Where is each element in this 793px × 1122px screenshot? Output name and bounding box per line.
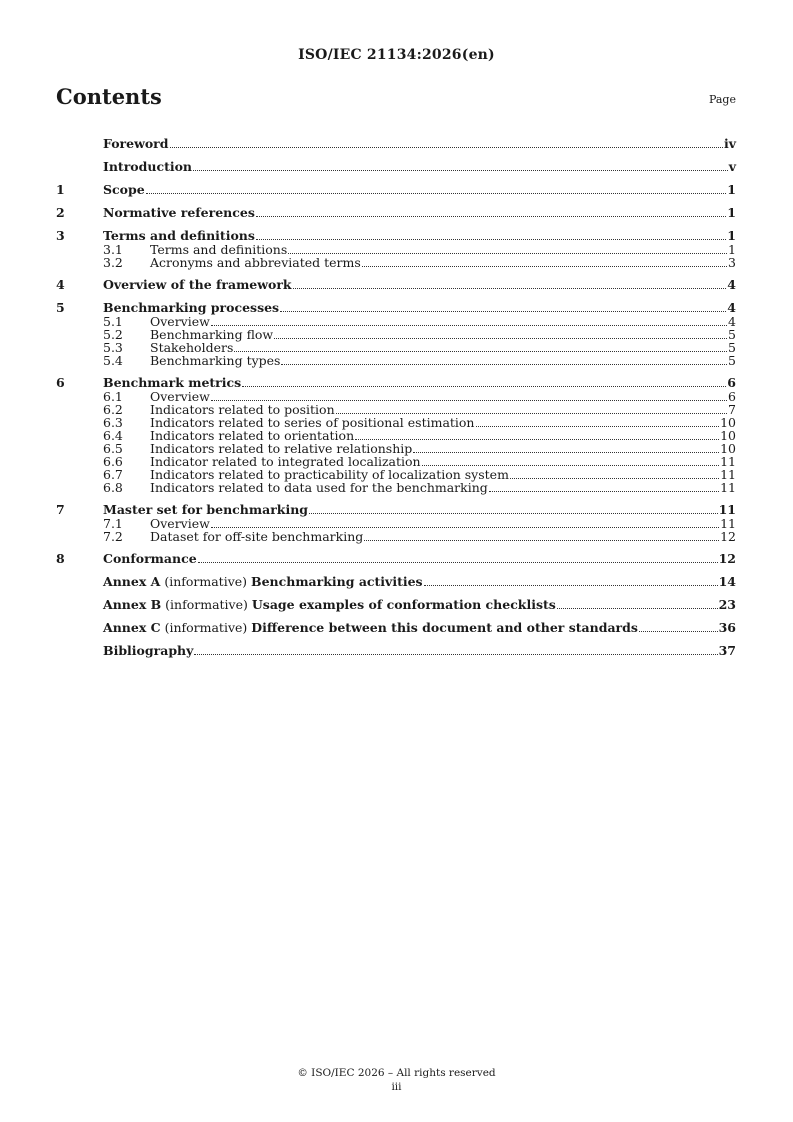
- toc-page-number: 1: [727, 182, 736, 197]
- annex-qualifier: (informative): [160, 620, 252, 635]
- toc-page-number: 10: [720, 441, 736, 456]
- toc-entry-title: Benchmarking flow: [150, 327, 274, 342]
- dot-leader: [280, 310, 726, 312]
- annex-qualifier: (informative): [160, 574, 252, 589]
- dot-leader: [309, 512, 718, 514]
- dot-leader: [413, 451, 719, 453]
- toc-entry-title: Overview: [150, 516, 210, 531]
- page-column-label: Page: [708, 93, 736, 106]
- toc-entry-number: 5.4: [103, 353, 123, 368]
- dot-leader: [198, 561, 718, 563]
- dot-leader: [424, 584, 718, 586]
- toc-entry-title: Indicators related to series of positional estimation: [150, 415, 475, 430]
- toc-page-number: 12: [718, 551, 736, 566]
- toc-page-number: 10: [720, 428, 736, 443]
- page-footer: [0, 1066, 793, 1094]
- dot-leader: [194, 653, 717, 655]
- annex-label: Annex B: [103, 597, 162, 612]
- dot-leader: [355, 438, 719, 440]
- toc-page-number: 3: [728, 255, 736, 270]
- toc-page-number: 1: [727, 205, 736, 220]
- toc-entry-title: Normative references: [103, 205, 255, 220]
- toc-entry[interactable]: [56, 375, 736, 390]
- toc-page-number: 12: [720, 529, 736, 544]
- toc-entry-number: 6.7: [103, 467, 123, 482]
- toc-entry-number: 5: [56, 300, 65, 315]
- toc-entry-number: 2: [56, 205, 65, 220]
- toc-entry-title: Indicator related to integrated localization: [150, 454, 421, 469]
- toc-entry[interactable]: [56, 205, 736, 220]
- toc-entry[interactable]: [56, 228, 736, 243]
- toc-subentry[interactable]: [56, 354, 736, 367]
- annex-label: Annex C: [103, 620, 161, 635]
- dot-leader: [146, 192, 727, 194]
- annex-title: Usage examples of conformation checklists: [251, 597, 556, 612]
- toc-entry-number: 7: [56, 502, 65, 517]
- toc-page-number: 14: [718, 574, 736, 589]
- toc-entry-number: 5.1: [103, 314, 123, 329]
- toc-entry[interactable]: [56, 597, 736, 612]
- toc-page-number: 1: [727, 228, 736, 243]
- toc-page-number: 5: [728, 327, 736, 342]
- toc-entry[interactable]: [56, 277, 736, 292]
- toc-subentry[interactable]: [56, 530, 736, 543]
- toc-entry[interactable]: [56, 551, 736, 566]
- toc-entry-title: Overview: [150, 314, 210, 329]
- toc-page-number: 6: [728, 389, 736, 404]
- toc-page-number: 4: [728, 314, 736, 329]
- toc-page-number: 7: [728, 402, 736, 417]
- toc-entry-number: 6.2: [103, 402, 123, 417]
- toc-entry-title: [103, 597, 556, 612]
- toc-entry[interactable]: [56, 502, 736, 517]
- page-title: Contents: [56, 84, 162, 109]
- toc-page-number: 5: [728, 353, 736, 368]
- dot-leader: [364, 539, 719, 541]
- toc-entry-number: 4: [56, 277, 65, 292]
- toc-entry-title: Master set for benchmarking: [103, 502, 309, 517]
- dot-leader: [557, 607, 718, 609]
- annex-title: Difference between this document and other standards: [251, 620, 638, 635]
- dot-leader: [274, 337, 727, 339]
- dot-leader: [281, 363, 727, 365]
- toc-page-number: 11: [720, 454, 736, 469]
- dot-leader: [211, 324, 727, 326]
- toc-entry-number: 6.4: [103, 428, 123, 443]
- dot-leader: [256, 238, 726, 240]
- toc-entry-title: Indicators related to position: [150, 402, 335, 417]
- document-id-header: ISO/IEC 21134:2026(en): [298, 47, 495, 63]
- toc-entry-title: Foreword: [103, 136, 169, 151]
- dot-leader: [211, 526, 719, 528]
- toc-page-number: v: [728, 159, 736, 174]
- toc-entry-title: Benchmarking types: [150, 353, 281, 368]
- toc-entry[interactable]: [56, 159, 736, 174]
- dot-leader: [639, 630, 718, 632]
- annex-title: Benchmarking activities: [251, 574, 423, 589]
- toc-entry-title: Dataset for off-site benchmarking: [150, 529, 364, 544]
- toc-entry-title: Indicators related to data used for the benchmarking: [150, 480, 488, 495]
- toc-entry-number: 3.1: [103, 242, 123, 257]
- toc-page-number: 37: [718, 643, 736, 658]
- toc-page-number: 36: [718, 620, 736, 635]
- toc-entry-number: 1: [56, 182, 65, 197]
- toc-entry-number: 6.8: [103, 480, 123, 495]
- toc-entry-title: Indicators related to orientation: [150, 428, 355, 443]
- toc-entry[interactable]: [56, 643, 736, 658]
- copyright-notice: © ISO/IEC 2026 – All rights reserved: [297, 1067, 496, 1079]
- toc-entry-title: Introduction: [103, 159, 193, 174]
- toc-entry-number: 7.2: [103, 529, 123, 544]
- toc-entry-title: [103, 574, 423, 589]
- dot-leader: [293, 287, 727, 289]
- toc-entry-title: Overview of the framework: [103, 277, 292, 292]
- toc-page-number: 1: [728, 242, 736, 257]
- toc-entry[interactable]: [56, 574, 736, 589]
- dot-leader: [336, 412, 727, 414]
- toc-page-number: 10: [720, 415, 736, 430]
- dot-leader: [510, 477, 719, 479]
- toc-entry-number: 7.1: [103, 516, 123, 531]
- toc-entry[interactable]: [56, 136, 736, 151]
- toc-entry-title: Benchmarking processes: [103, 300, 280, 315]
- toc-subentry[interactable]: [56, 481, 736, 494]
- page-number: iii: [391, 1081, 402, 1093]
- annex-qualifier: (informative): [161, 597, 252, 612]
- table-of-contents: [56, 128, 736, 658]
- toc-page-number: 11: [718, 502, 736, 517]
- toc-entry-number: 3: [56, 228, 65, 243]
- toc-page-number: 11: [720, 480, 736, 495]
- toc-entry-title: Overview: [150, 389, 210, 404]
- annex-label: Annex A: [103, 574, 161, 589]
- toc-page-number: 5: [728, 340, 736, 355]
- toc-entry-number: 6: [56, 375, 65, 390]
- toc-page-number: 6: [727, 375, 736, 390]
- toc-page-number: iv: [723, 136, 736, 151]
- dot-leader: [193, 169, 728, 171]
- toc-page-number: 11: [720, 467, 736, 482]
- dot-leader: [234, 350, 727, 352]
- toc-entry-title: Acronyms and abbreviated terms: [150, 255, 361, 270]
- toc-entry-number: 5.3: [103, 340, 123, 355]
- toc-entry-number: 5.2: [103, 327, 123, 342]
- toc-entry-title: [103, 620, 638, 635]
- dot-leader: [256, 215, 726, 217]
- toc-entry-title: Benchmark metrics: [103, 375, 242, 390]
- toc-entry-number: 6.3: [103, 415, 123, 430]
- toc-entry-title: Bibliography: [103, 643, 194, 658]
- toc-subentry[interactable]: [56, 256, 736, 269]
- toc-entry-title: Indicators related to relative relationship: [150, 441, 413, 456]
- dot-leader: [362, 265, 727, 267]
- toc-entry-number: 6.5: [103, 441, 123, 456]
- toc-entry-title: Stakeholders: [150, 340, 234, 355]
- toc-entry-number: 3.2: [103, 255, 123, 270]
- toc-entry-number: 8: [56, 551, 65, 566]
- toc-entry[interactable]: [56, 182, 736, 197]
- dot-leader: [489, 490, 719, 492]
- toc-entry-title: Terms and definitions: [150, 242, 288, 257]
- toc-page-number: 4: [727, 277, 736, 292]
- toc-entry-title: Scope: [103, 182, 145, 197]
- dot-leader: [422, 464, 720, 466]
- toc-entry[interactable]: [56, 300, 736, 315]
- dot-leader: [211, 399, 727, 401]
- dot-leader: [242, 385, 726, 387]
- toc-page-number: 4: [727, 300, 736, 315]
- toc-entry-title: Terms and definitions: [103, 228, 255, 243]
- toc-page-number: 23: [718, 597, 736, 612]
- dot-leader: [288, 252, 727, 254]
- toc-entry-number: 6.6: [103, 454, 123, 469]
- toc-entry[interactable]: [56, 620, 736, 635]
- dot-leader: [170, 146, 723, 148]
- toc-page-number: 11: [720, 516, 736, 531]
- toc-entry-title: Conformance: [103, 551, 197, 566]
- toc-entry-title: Indicators related to practicability of localization system: [150, 467, 509, 482]
- toc-entry-number: 6.1: [103, 389, 123, 404]
- dot-leader: [476, 425, 720, 427]
